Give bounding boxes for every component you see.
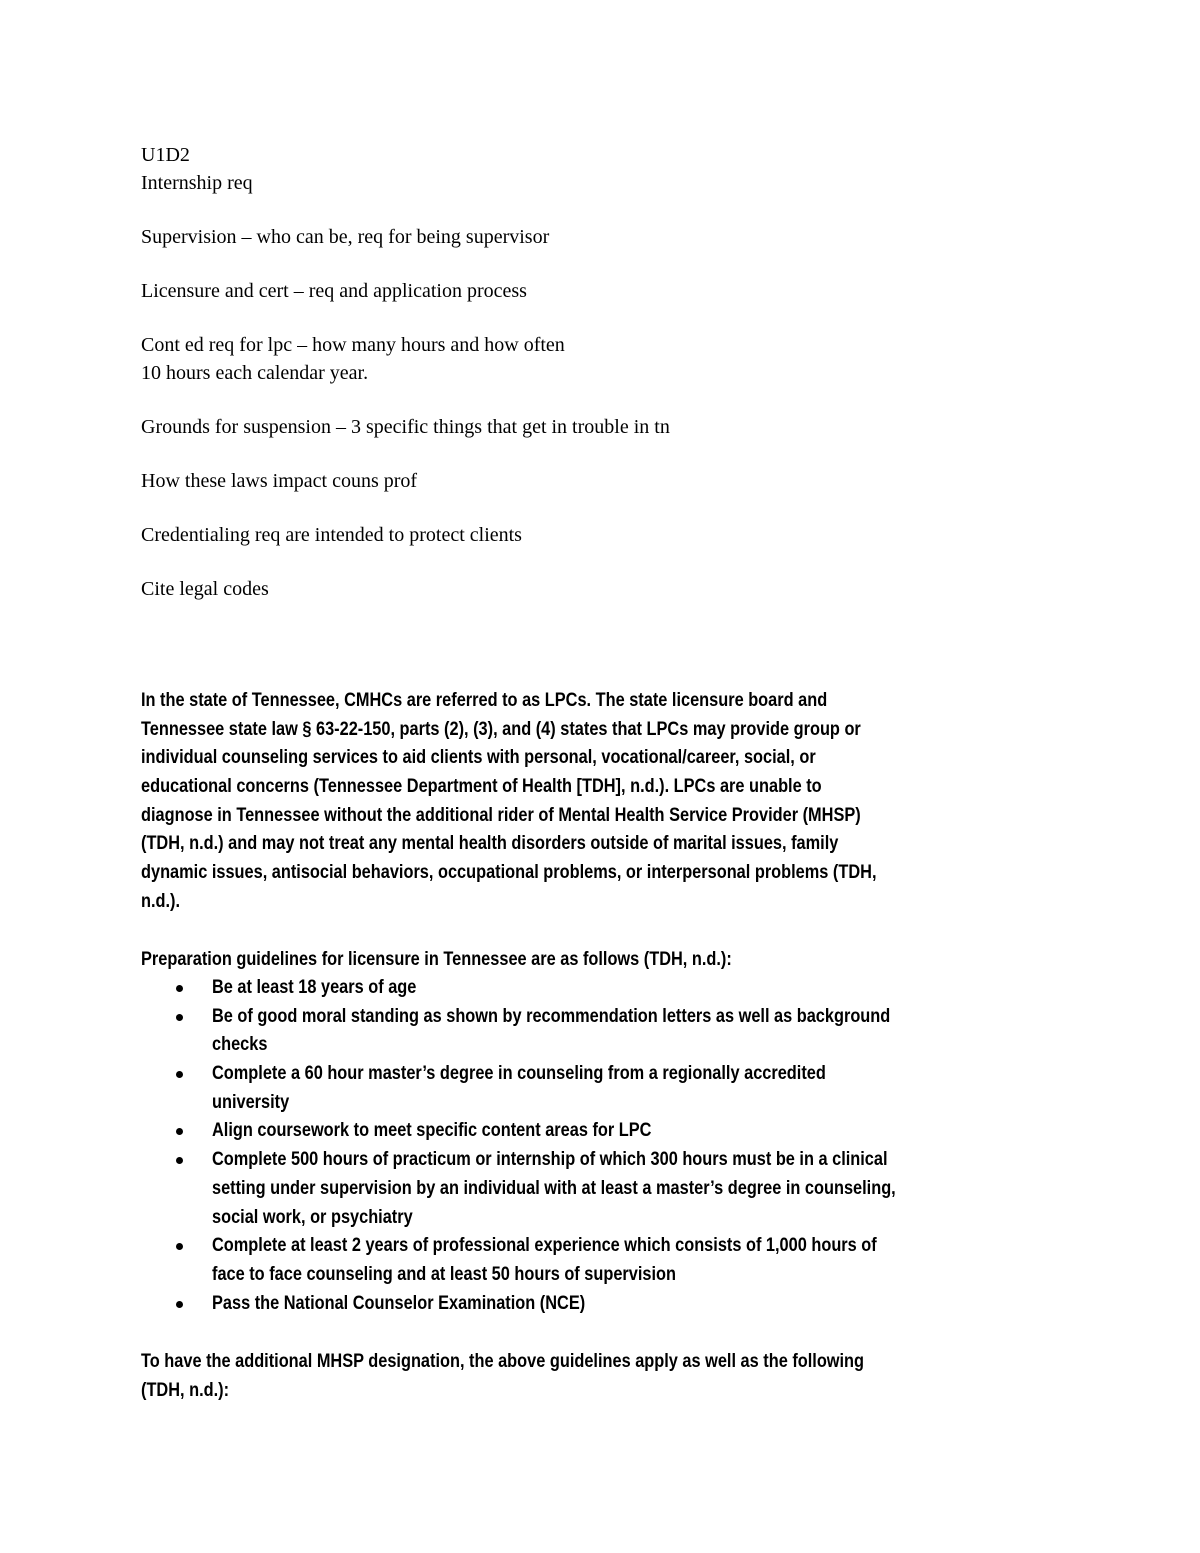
note-group bbox=[141, 575, 670, 603]
note-group bbox=[141, 413, 670, 441]
requirements-list bbox=[141, 974, 1007, 1318]
paragraph-line: educational concerns (Tennessee Department of Health [TDH], n.d.). LPCs are unable to bbox=[141, 776, 822, 798]
paragraph-line: dynamic issues, antisocial behaviors, occupational problems, or interpersonal problems (TDH, bbox=[141, 862, 877, 884]
note-line: U1D2 bbox=[141, 144, 190, 166]
paragraph-line: n.d.). bbox=[141, 890, 181, 912]
list-item-line: setting under supervision by an individual with at least a master’s degree in counseling, bbox=[212, 1177, 896, 1199]
note-line: Credentialing req are intended to protect clients bbox=[141, 524, 522, 546]
note-group bbox=[141, 331, 670, 387]
paragraph-line: (TDH, n.d.): bbox=[141, 1379, 230, 1401]
paragraph-line: (TDH, n.d.) and may not treat any mental health disorders outside of marital issues, family bbox=[141, 833, 839, 855]
list-item bbox=[141, 1146, 1007, 1232]
note-group bbox=[141, 223, 670, 251]
note-line: How these laws impact couns prof bbox=[141, 470, 418, 492]
note-line: Cite legal codes bbox=[141, 578, 269, 600]
list-item bbox=[141, 1060, 1007, 1117]
note-line: Grounds for suspension – 3 specific things that get in trouble in tn bbox=[141, 416, 670, 438]
note-line: Internship req bbox=[141, 172, 253, 194]
note-group bbox=[141, 141, 670, 197]
list-item-line: Be of good moral standing as shown by recommendation letters as well as background bbox=[212, 1005, 891, 1027]
paragraph-scope-of-practice bbox=[141, 687, 996, 917]
list-item-line: Pass the National Counselor Examination (NCE) bbox=[212, 1292, 586, 1314]
note-group bbox=[141, 467, 670, 495]
list-item-line: checks bbox=[212, 1034, 268, 1056]
note-line: Supervision – who can be, req for being supervisor bbox=[141, 226, 550, 248]
paragraph-line: diagnose in Tennessee without the additional rider of Mental Health Service Provider (MHSP) bbox=[141, 804, 861, 826]
list-item bbox=[141, 1232, 1007, 1289]
paragraph-line: Tennessee state law § 63-22-150, parts (2), (3), and (4) states that LPCs may provide group or bbox=[141, 718, 861, 740]
list-item bbox=[141, 1117, 1007, 1146]
note-line: Licensure and cert – req and application process bbox=[141, 280, 527, 302]
paragraph-line: In the state of Tennessee, CMHCs are referred to as LPCs. The state licensure board and bbox=[141, 690, 828, 711]
list-item-line: Complete at least 2 years of professional experience which consists of 1,000 hours of bbox=[212, 1235, 877, 1257]
paragraph-line: individual counseling services to aid clients with personal, vocational/career, social, or bbox=[141, 747, 816, 769]
paragraph-line: To have the additional MHSP designation, the above guidelines apply as well as the following bbox=[141, 1351, 865, 1372]
list-item-line: face to face counseling and at least 50 hours of supervision bbox=[212, 1263, 677, 1285]
list-item bbox=[141, 1290, 1007, 1319]
list-item-line: university bbox=[212, 1091, 290, 1113]
list-item-line: Align coursework to meet specific content areas for LPC bbox=[212, 1120, 652, 1142]
list-item bbox=[141, 1003, 1007, 1060]
note-line: Cont ed req for lpc – how many hours and how often bbox=[141, 334, 565, 356]
paragraph-line: Preparation guidelines for licensure in Tennessee are as follows (TDH, n.d.): bbox=[141, 949, 732, 970]
notes-section bbox=[141, 141, 670, 629]
list-item-line: Complete 500 hours of practicum or internship of which 300 hours must be in a clinical bbox=[212, 1149, 888, 1171]
list-item bbox=[141, 974, 1007, 1003]
paragraph-mhsp-intro bbox=[141, 1348, 982, 1405]
list-item-line: Be at least 18 years of age bbox=[212, 977, 417, 998]
note-line: 10 hours each calendar year. bbox=[141, 362, 369, 384]
list-item-line: social work, or psychiatry bbox=[212, 1206, 413, 1228]
note-group bbox=[141, 521, 670, 549]
note-group bbox=[141, 277, 670, 305]
paragraph-prep-intro bbox=[141, 946, 828, 975]
list-item-line: Complete a 60 hour master’s degree in counseling from a regionally accredited bbox=[212, 1063, 826, 1085]
